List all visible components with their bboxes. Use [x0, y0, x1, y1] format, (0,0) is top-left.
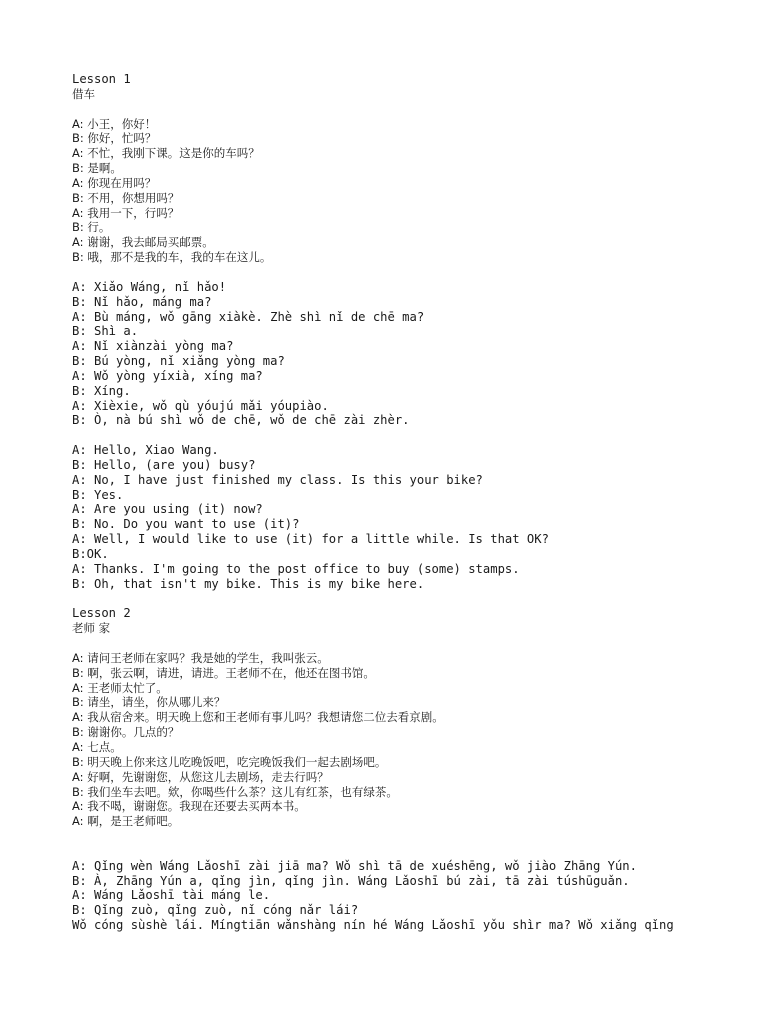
- dialogue-line: A: 王老师太忙了。: [72, 680, 168, 695]
- dialogue-line: A: 我用一下，行吗？: [72, 205, 180, 220]
- lesson-1-english-dialogue: [72, 443, 762, 591]
- lesson-1-title: 借车: [72, 86, 95, 101]
- lesson-1-heading: Lesson 1: [72, 72, 131, 86]
- dialogue-line: A: 小王，你好！: [72, 116, 157, 131]
- lesson-1-chinese-dialogue: [72, 117, 762, 265]
- dialogue-line: Wǒ cóng sùshè lái. Míngtiān wǎnshàng nín hé Wáng Lǎoshī yǒu shìr ma? Wǒ xiǎng qǐng: [72, 918, 674, 933]
- dialogue-line: B:OK.: [72, 547, 109, 561]
- dialogue-line: A: Hello, Xiao Wang.: [72, 443, 219, 458]
- dialogue-line: B: 我们坐车去吧。欸，你喝些什么茶？这儿有红茶，也有绿茶。: [72, 784, 398, 799]
- lesson-2-title: 老师 家: [72, 621, 111, 636]
- dialogue-line: B: Nǐ hǎo, máng ma?: [72, 294, 212, 309]
- lesson-2-heading: Lesson 2: [72, 606, 131, 621]
- dialogue-line: A: 请问王老师在家吗？我是她的学生，我叫张云。: [72, 650, 329, 665]
- dialogue-line: A: Nǐ xiànzài yòng ma?: [72, 339, 234, 354]
- dialogue-line: A: Qǐng wèn Wáng Lǎoshī zài jiā ma? Wǒ shì tā de xuéshēng, wǒ jiào Zhāng Yún.: [72, 858, 637, 873]
- dialogue-line: B: 哦，那不是我的车，我的车在这儿。: [72, 250, 272, 265]
- dialogue-line: A: Wǒ yòng yíxià, xíng ma?: [72, 368, 263, 383]
- dialogue-line: B: 是啊。: [72, 161, 122, 176]
- dialogue-line: B: 请坐，请坐，你从哪儿来？: [72, 695, 226, 710]
- dialogue-line: A: 谢谢，我去邮局买邮票。: [72, 235, 214, 250]
- dialogue-line: A: 你现在用吗？: [72, 175, 157, 190]
- dialogue-line: A: Wáng Lǎoshī tài máng le.: [72, 888, 271, 903]
- dialogue-line: B: 啊，张云啊，请进，请进。王老师不在，他还在图书馆。: [72, 665, 375, 680]
- dialogue-line: B: Ò, nà bú shì wǒ de chē, wǒ de chē zài zhèr.: [72, 413, 410, 428]
- dialogue-line: A: Xiǎo Wáng, nǐ hǎo!: [72, 279, 227, 294]
- lesson-1-pinyin-dialogue: [72, 280, 762, 428]
- dialogue-line: A: No, I have just finished my class. Is this your bike?: [72, 472, 483, 487]
- dialogue-line: A: 好啊，先谢谢您，从您这儿去剧场，走去行吗？: [72, 769, 329, 784]
- lesson-2-pinyin-dialogue: [72, 859, 762, 933]
- dialogue-line: B: Yes.: [72, 487, 124, 502]
- dialogue-line: B: Shì a.: [72, 324, 139, 339]
- dialogue-line: B: 你好，忙吗？: [72, 131, 157, 146]
- dialogue-line: B: Bú yòng, nǐ xiǎng yòng ma?: [72, 354, 285, 369]
- dialogue-line: A: 七点。: [72, 739, 122, 754]
- dialogue-line: B: Oh, that isn't my bike. This is my bike here.: [72, 576, 425, 591]
- dialogue-line: A: 我从宿舍来。明天晚上您和王老师有事儿吗？我想请您二位去看京剧。: [72, 710, 444, 725]
- dialogue-line: B: 明天晚上你来这儿吃晚饭吧，吃完晚饭我们一起去剧场吧。: [72, 754, 387, 769]
- dialogue-line: A: Thanks. I'm going to the post office to buy (some) stamps.: [72, 561, 520, 576]
- dialogue-line: A: Well, I would like to use (it) for a little while. Is that OK?: [72, 532, 549, 547]
- dialogue-line: B: No. Do you want to use (it)?: [72, 517, 300, 532]
- dialogue-line: A: Bù máng, wǒ gāng xiàkè. Zhè shì nǐ de chē ma?: [72, 309, 425, 324]
- lesson-2-chinese-dialogue: [72, 651, 762, 829]
- dialogue-line: B: 行。: [72, 220, 111, 235]
- dialogue-line: B: 不用，你想用吗？: [72, 190, 180, 205]
- dialogue-line: B: Hello, (are you) busy?: [72, 457, 256, 472]
- dialogue-line: B: Xíng.: [72, 383, 131, 398]
- dialogue-line: B: Qǐng zuò, qǐng zuò, nǐ cóng nǎr lái?: [72, 903, 359, 918]
- dialogue-line: B: 谢谢你。几点的？: [72, 725, 180, 740]
- dialogue-line: B: À, Zhāng Yún a, qǐng jìn, qǐng jìn. Wáng Lǎoshī bú zài, tā zài túshūguǎn.: [72, 873, 630, 888]
- dialogue-line: A: 我不喝，谢谢您。我现在还要去买两本书。: [72, 799, 306, 814]
- dialogue-line: A: 啊，是王老师吧。: [72, 814, 180, 829]
- dialogue-line: A: 不忙，我刚下课。这是你的车吗？: [72, 146, 260, 161]
- dialogue-line: A: Are you using (it) now?: [72, 502, 263, 517]
- dialogue-line: A: Xièxie, wǒ qù yóujú mǎi yóupiào.: [72, 398, 329, 413]
- document-page: [72, 72, 762, 933]
